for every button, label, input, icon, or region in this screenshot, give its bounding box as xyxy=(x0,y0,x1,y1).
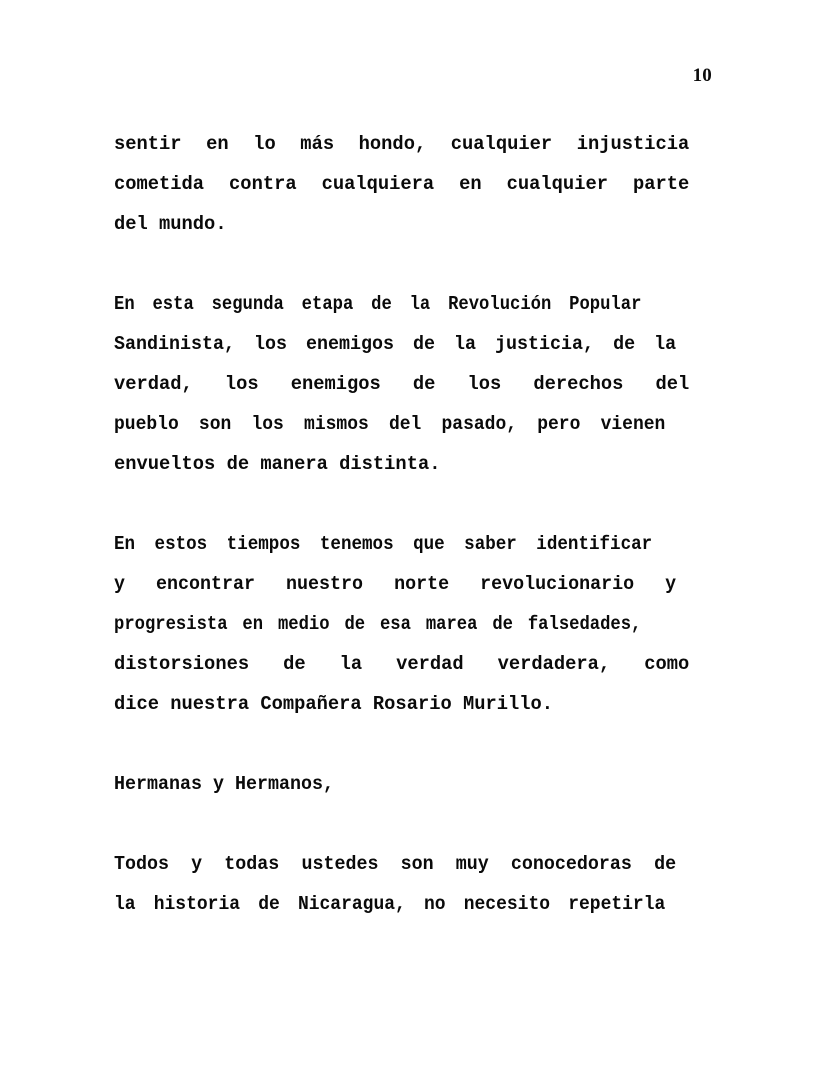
word: verdad xyxy=(396,653,464,675)
text-line xyxy=(114,364,689,404)
word: tiempos xyxy=(226,533,301,555)
word: falsedades, xyxy=(527,613,642,635)
text-line xyxy=(114,564,676,604)
word: saber xyxy=(464,533,517,555)
word: Sandinista, xyxy=(114,333,236,355)
word: En xyxy=(114,533,136,555)
word: muy xyxy=(455,853,489,875)
text-line: Hermanas y Hermanos, xyxy=(114,773,335,795)
word: ustedes xyxy=(301,853,379,875)
word: la xyxy=(409,293,431,315)
text-line xyxy=(114,884,665,924)
word: todas xyxy=(224,853,280,875)
word: no xyxy=(423,893,446,915)
word: derechos xyxy=(533,373,624,395)
text-line: dice nuestra Compañera Rosario Murillo. xyxy=(114,693,554,715)
text-line xyxy=(114,124,689,164)
text-line xyxy=(114,524,652,564)
text-line: envueltos de manera distinta. xyxy=(114,453,441,475)
paragraph xyxy=(114,844,712,924)
word: pueblo xyxy=(114,413,179,435)
word: lo xyxy=(253,133,276,155)
word: En xyxy=(114,293,135,315)
word: la xyxy=(339,653,363,675)
paragraph xyxy=(114,124,712,244)
word: más xyxy=(300,133,335,155)
word: enemigos xyxy=(306,333,395,355)
text-line xyxy=(114,844,676,884)
word: la xyxy=(454,333,477,355)
word: cualquiera xyxy=(321,173,435,195)
page-number: 10 xyxy=(692,65,712,86)
word: esta xyxy=(152,293,194,315)
word: estos xyxy=(154,533,208,555)
word: de xyxy=(344,613,366,635)
word: son xyxy=(198,413,232,435)
word: marea xyxy=(425,613,478,635)
word: Popular xyxy=(569,293,642,315)
word: verdad, xyxy=(114,373,193,395)
text-line xyxy=(114,284,641,324)
word: repetirla xyxy=(568,893,666,915)
word: como xyxy=(644,653,690,675)
word: en xyxy=(242,613,264,635)
word: contra xyxy=(229,173,297,195)
text-line xyxy=(114,324,676,364)
word: tenemos xyxy=(319,533,394,555)
word: de xyxy=(492,613,513,635)
word: progresista xyxy=(114,613,228,635)
word: los xyxy=(254,333,288,355)
word: la xyxy=(114,893,136,915)
word: de xyxy=(654,853,677,875)
word: Todos xyxy=(114,853,170,875)
word: mismos xyxy=(304,413,369,435)
word: de xyxy=(258,893,280,915)
text-line xyxy=(114,644,689,684)
word: parte xyxy=(632,173,690,195)
word: de xyxy=(613,333,636,355)
word: injusticia xyxy=(576,133,690,155)
word: y xyxy=(114,573,126,595)
word: distorsiones xyxy=(114,653,250,675)
word: son xyxy=(400,853,434,875)
word: los xyxy=(467,373,502,395)
word: y xyxy=(665,573,677,595)
paragraph xyxy=(114,284,712,484)
word: de xyxy=(413,333,436,355)
word: identificar xyxy=(536,533,653,555)
word: justicia, xyxy=(495,333,595,355)
word: del xyxy=(655,373,690,395)
word: necesito xyxy=(463,893,551,915)
word: vienen xyxy=(600,413,666,435)
paragraph xyxy=(114,764,712,804)
word: hondo, xyxy=(358,133,427,155)
word: norte xyxy=(394,573,450,595)
word: la xyxy=(654,333,677,355)
word: de xyxy=(412,373,436,395)
text-line xyxy=(114,164,689,204)
word: en xyxy=(459,173,482,195)
word: de xyxy=(371,293,392,315)
word: cometida xyxy=(114,173,205,195)
word: pasado, xyxy=(441,413,518,435)
word: historia xyxy=(153,893,241,915)
word: los xyxy=(224,373,259,395)
word: en xyxy=(206,133,229,155)
word: conocedoras xyxy=(510,853,632,875)
word: nuestro xyxy=(286,573,364,595)
word: cualquier xyxy=(506,173,608,195)
word: Nicaragua, xyxy=(297,893,406,915)
word: sentir xyxy=(114,133,182,155)
text-line xyxy=(114,604,641,644)
word: Revolución xyxy=(448,293,552,315)
word: enemigos xyxy=(290,373,381,395)
word: de xyxy=(283,653,306,675)
word: del xyxy=(388,413,422,435)
word: verdadera, xyxy=(497,653,611,675)
word: cualquier xyxy=(450,133,553,155)
text-line xyxy=(114,404,665,444)
word: segunda xyxy=(211,293,284,315)
text-line: del mundo. xyxy=(114,213,227,235)
paragraph xyxy=(114,524,712,724)
word: esa xyxy=(379,613,411,635)
word: encontrar xyxy=(156,573,256,595)
word: medio xyxy=(277,613,330,635)
word: y xyxy=(191,853,203,875)
word: etapa xyxy=(301,293,354,315)
word: pero xyxy=(537,413,581,435)
word: revolucionario xyxy=(480,573,635,595)
document-body xyxy=(114,124,712,924)
word: los xyxy=(251,413,284,435)
word: que xyxy=(413,533,445,555)
